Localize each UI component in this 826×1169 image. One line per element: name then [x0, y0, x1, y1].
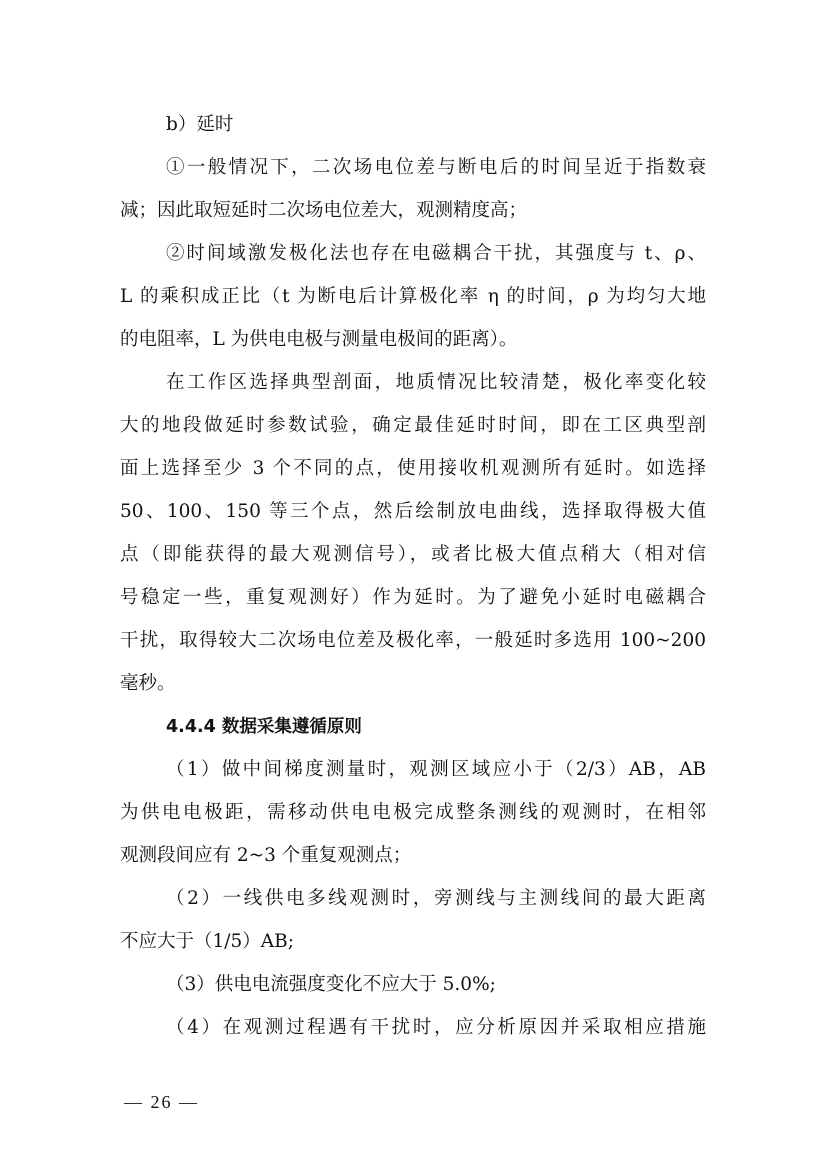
text-line: 点（即能获得的最大观测信号），或者比极大值点稍大（相对信: [120, 544, 706, 565]
text-line: 减；因此取短延时二次场电位差大，观测精度高；: [120, 200, 528, 221]
text-line: L 的乘积成正比（t 为断电后计算极化率 η 的时间，ρ 为均匀大地: [120, 286, 706, 307]
section-heading: 4.4.4 数据采集遵循原则: [166, 717, 362, 737]
text-line: ①一般情况下，二次场电位差与断电后的时间呈近于指数衰: [166, 157, 706, 178]
text-line: 50、100、150 等三个点，然后绘制放电曲线，选择取得极大值: [120, 501, 706, 522]
text-line: ②时间域激发极化法也存在电磁耦合干扰，其强度与 t、ρ、: [166, 243, 706, 264]
text-line: 毫秒。: [120, 673, 176, 694]
subsection-title: b）延时: [166, 114, 234, 135]
text-line: 为供电电极距，需移动供电电极完成整条测线的观测时，在相邻: [120, 802, 706, 823]
text-line: （3）供电电流强度变化不应大于 5.0%;: [166, 974, 496, 995]
text-line: 号稳定一些，重复观测好）作为延时。为了避免小延时电磁耦合: [120, 587, 706, 608]
text-line: 的电阻率，L 为供电电极与测量电极间的距离）。: [120, 329, 518, 350]
text-line: 面上选择至少 3 个不同的点，使用接收机观测所有延时。如选择: [120, 458, 706, 479]
page-number: — 26 —: [124, 1092, 199, 1112]
text-line: 干扰，取得较大二次场电位差及极化率，一般延时多选用 100~200: [120, 630, 706, 651]
document-body: [120, 108, 706, 1054]
text-line: 在工作区选择典型剖面，地质情况比较清楚，极化率变化较: [166, 372, 706, 393]
text-line: （1）做中间梯度测量时，观测区域应小于（2/3）AB，AB: [166, 759, 706, 780]
text-line: 不应大于（1/5）AB;: [120, 931, 294, 952]
text-line: （2）一线供电多线观测时，旁测线与主测线间的最大距离: [166, 888, 706, 909]
text-line: 大的地段做延时参数试验，确定最佳延时时间，即在工区典型剖: [120, 415, 706, 436]
text-line: 观测段间应有 2~3 个重复观测点；: [120, 845, 412, 866]
text-line: （4）在观测过程遇有干扰时，应分析原因并采取相应措施: [166, 1017, 706, 1038]
